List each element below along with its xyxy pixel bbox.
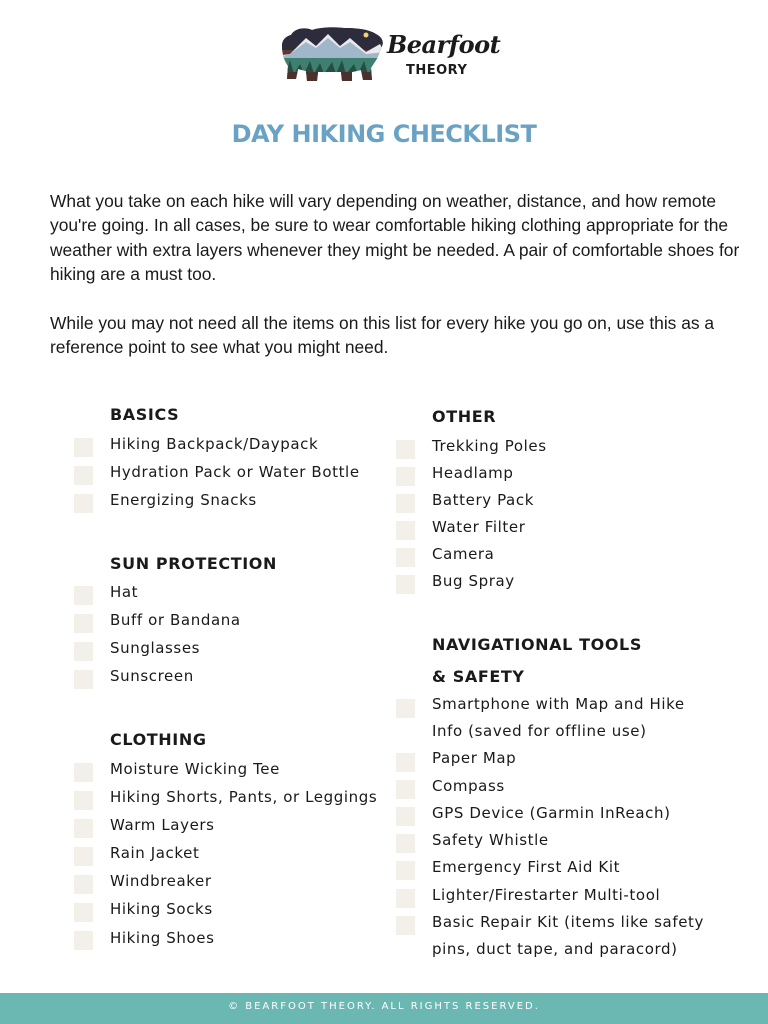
checkbox[interactable] [396, 916, 415, 935]
checklist-item: Basic Repair Kit (items like safety [432, 913, 705, 931]
checklist-item-continued: Info (saved for offline use) [432, 722, 647, 740]
checklist-item: Buff or Bandana [110, 611, 241, 629]
checkbox[interactable] [396, 780, 415, 799]
checklist-item: Smartphone with Map and Hike [432, 695, 685, 713]
checklist-item: Hiking Shorts, Pants, or Leggings [110, 788, 378, 806]
checklist-item: GPS Device (Garmin InReach) [432, 804, 671, 822]
checklist-item: Paper Map [432, 749, 517, 767]
checklist-item: Camera [432, 545, 495, 563]
checklist-item: Rain Jacket [110, 844, 200, 862]
checklist-item: Moisture Wicking Tee [110, 760, 280, 778]
checkbox[interactable] [74, 931, 93, 950]
intro-paragraph: While you may not need all the items on this list for every hike you go on, use this as a reference point to see what you might need. [50, 313, 715, 358]
section-heading-other: OTHER [432, 407, 497, 426]
checkbox[interactable] [396, 467, 415, 486]
checkbox[interactable] [74, 763, 93, 782]
section-heading-clothing: CLOTHING [110, 730, 207, 749]
checkbox[interactable] [396, 521, 415, 540]
intro-paragraph: What you take on each hike will vary depending on weather, distance, and how remote you're going. In all cases, be sure to wear comfortable hiking clothing appropriate for the weather with extra layers whenever they might be needed. A pair of comfortable shoes for hiking are a must too. [50, 191, 740, 284]
checklist-item: Lighter/Firestarter Multi-tool [432, 886, 661, 904]
checkbox[interactable] [396, 889, 415, 908]
checklist-item: Bug Spray [432, 572, 515, 590]
checkbox[interactable] [396, 548, 415, 567]
checkbox[interactable] [74, 847, 93, 866]
checkbox[interactable] [396, 575, 415, 594]
checklist-item: Hiking Backpack/Daypack [110, 435, 319, 453]
checkbox[interactable] [74, 614, 93, 633]
checklist-item: Water Filter [432, 518, 526, 536]
checklist-item: Sunglasses [110, 639, 201, 657]
checklist-item: Hat [110, 583, 139, 601]
checklist-item: Compass [432, 777, 505, 795]
checklist-item: Sunscreen [110, 667, 194, 685]
checkbox[interactable] [74, 642, 93, 661]
checkbox[interactable] [74, 875, 93, 894]
checkbox[interactable] [74, 586, 93, 605]
checkbox[interactable] [396, 699, 415, 718]
checklist-item-continued: pins, duct tape, and paracord) [432, 940, 678, 958]
checkbox[interactable] [74, 819, 93, 838]
checklist-item: Warm Layers [110, 816, 215, 834]
checklist-item: Hydration Pack or Water Bottle [110, 463, 360, 481]
copyright-text: © BEARFOOT THEORY. ALL RIGHTS RESERVED. [228, 1001, 540, 1012]
section-heading-basics: BASICS [110, 405, 180, 424]
checkbox[interactable] [74, 670, 93, 689]
section-heading-safety: & SAFETY [432, 667, 525, 686]
checklist-item: Headlamp [432, 464, 514, 482]
checklist-item: Windbreaker [110, 872, 212, 890]
page-title: DAY HIKING CHECKLIST [231, 120, 537, 148]
section-heading-navigation: NAVIGATIONAL TOOLS [432, 635, 642, 654]
checklist-item: Battery Pack [432, 491, 534, 509]
checkbox[interactable] [74, 466, 93, 485]
checkbox[interactable] [74, 494, 93, 513]
brand-logo [276, 24, 501, 86]
checklist-item: Hiking Socks [110, 900, 213, 918]
checkbox[interactable] [396, 440, 415, 459]
checklist-item: Safety Whistle [432, 831, 549, 849]
checkbox[interactable] [396, 834, 415, 853]
logo-wordmark-bearfoot: Bearfoot [387, 30, 501, 59]
checkbox[interactable] [396, 494, 415, 513]
checklist-item: Energizing Snacks [110, 491, 257, 509]
bear-logo-icon [276, 24, 386, 86]
checkbox[interactable] [74, 903, 93, 922]
checkbox[interactable] [396, 861, 415, 880]
footer-bar [0, 993, 768, 1024]
checkbox[interactable] [396, 753, 415, 772]
checklist-item: Hiking Shoes [110, 929, 215, 947]
checkbox[interactable] [74, 791, 93, 810]
section-heading-sun-protection: SUN PROTECTION [110, 554, 277, 573]
checkbox[interactable] [396, 807, 415, 826]
logo-wordmark-theory: THEORY [406, 63, 468, 78]
checkbox[interactable] [74, 438, 93, 457]
checklist-item: Emergency First Aid Kit [432, 858, 621, 876]
checklist-item: Trekking Poles [432, 437, 547, 455]
